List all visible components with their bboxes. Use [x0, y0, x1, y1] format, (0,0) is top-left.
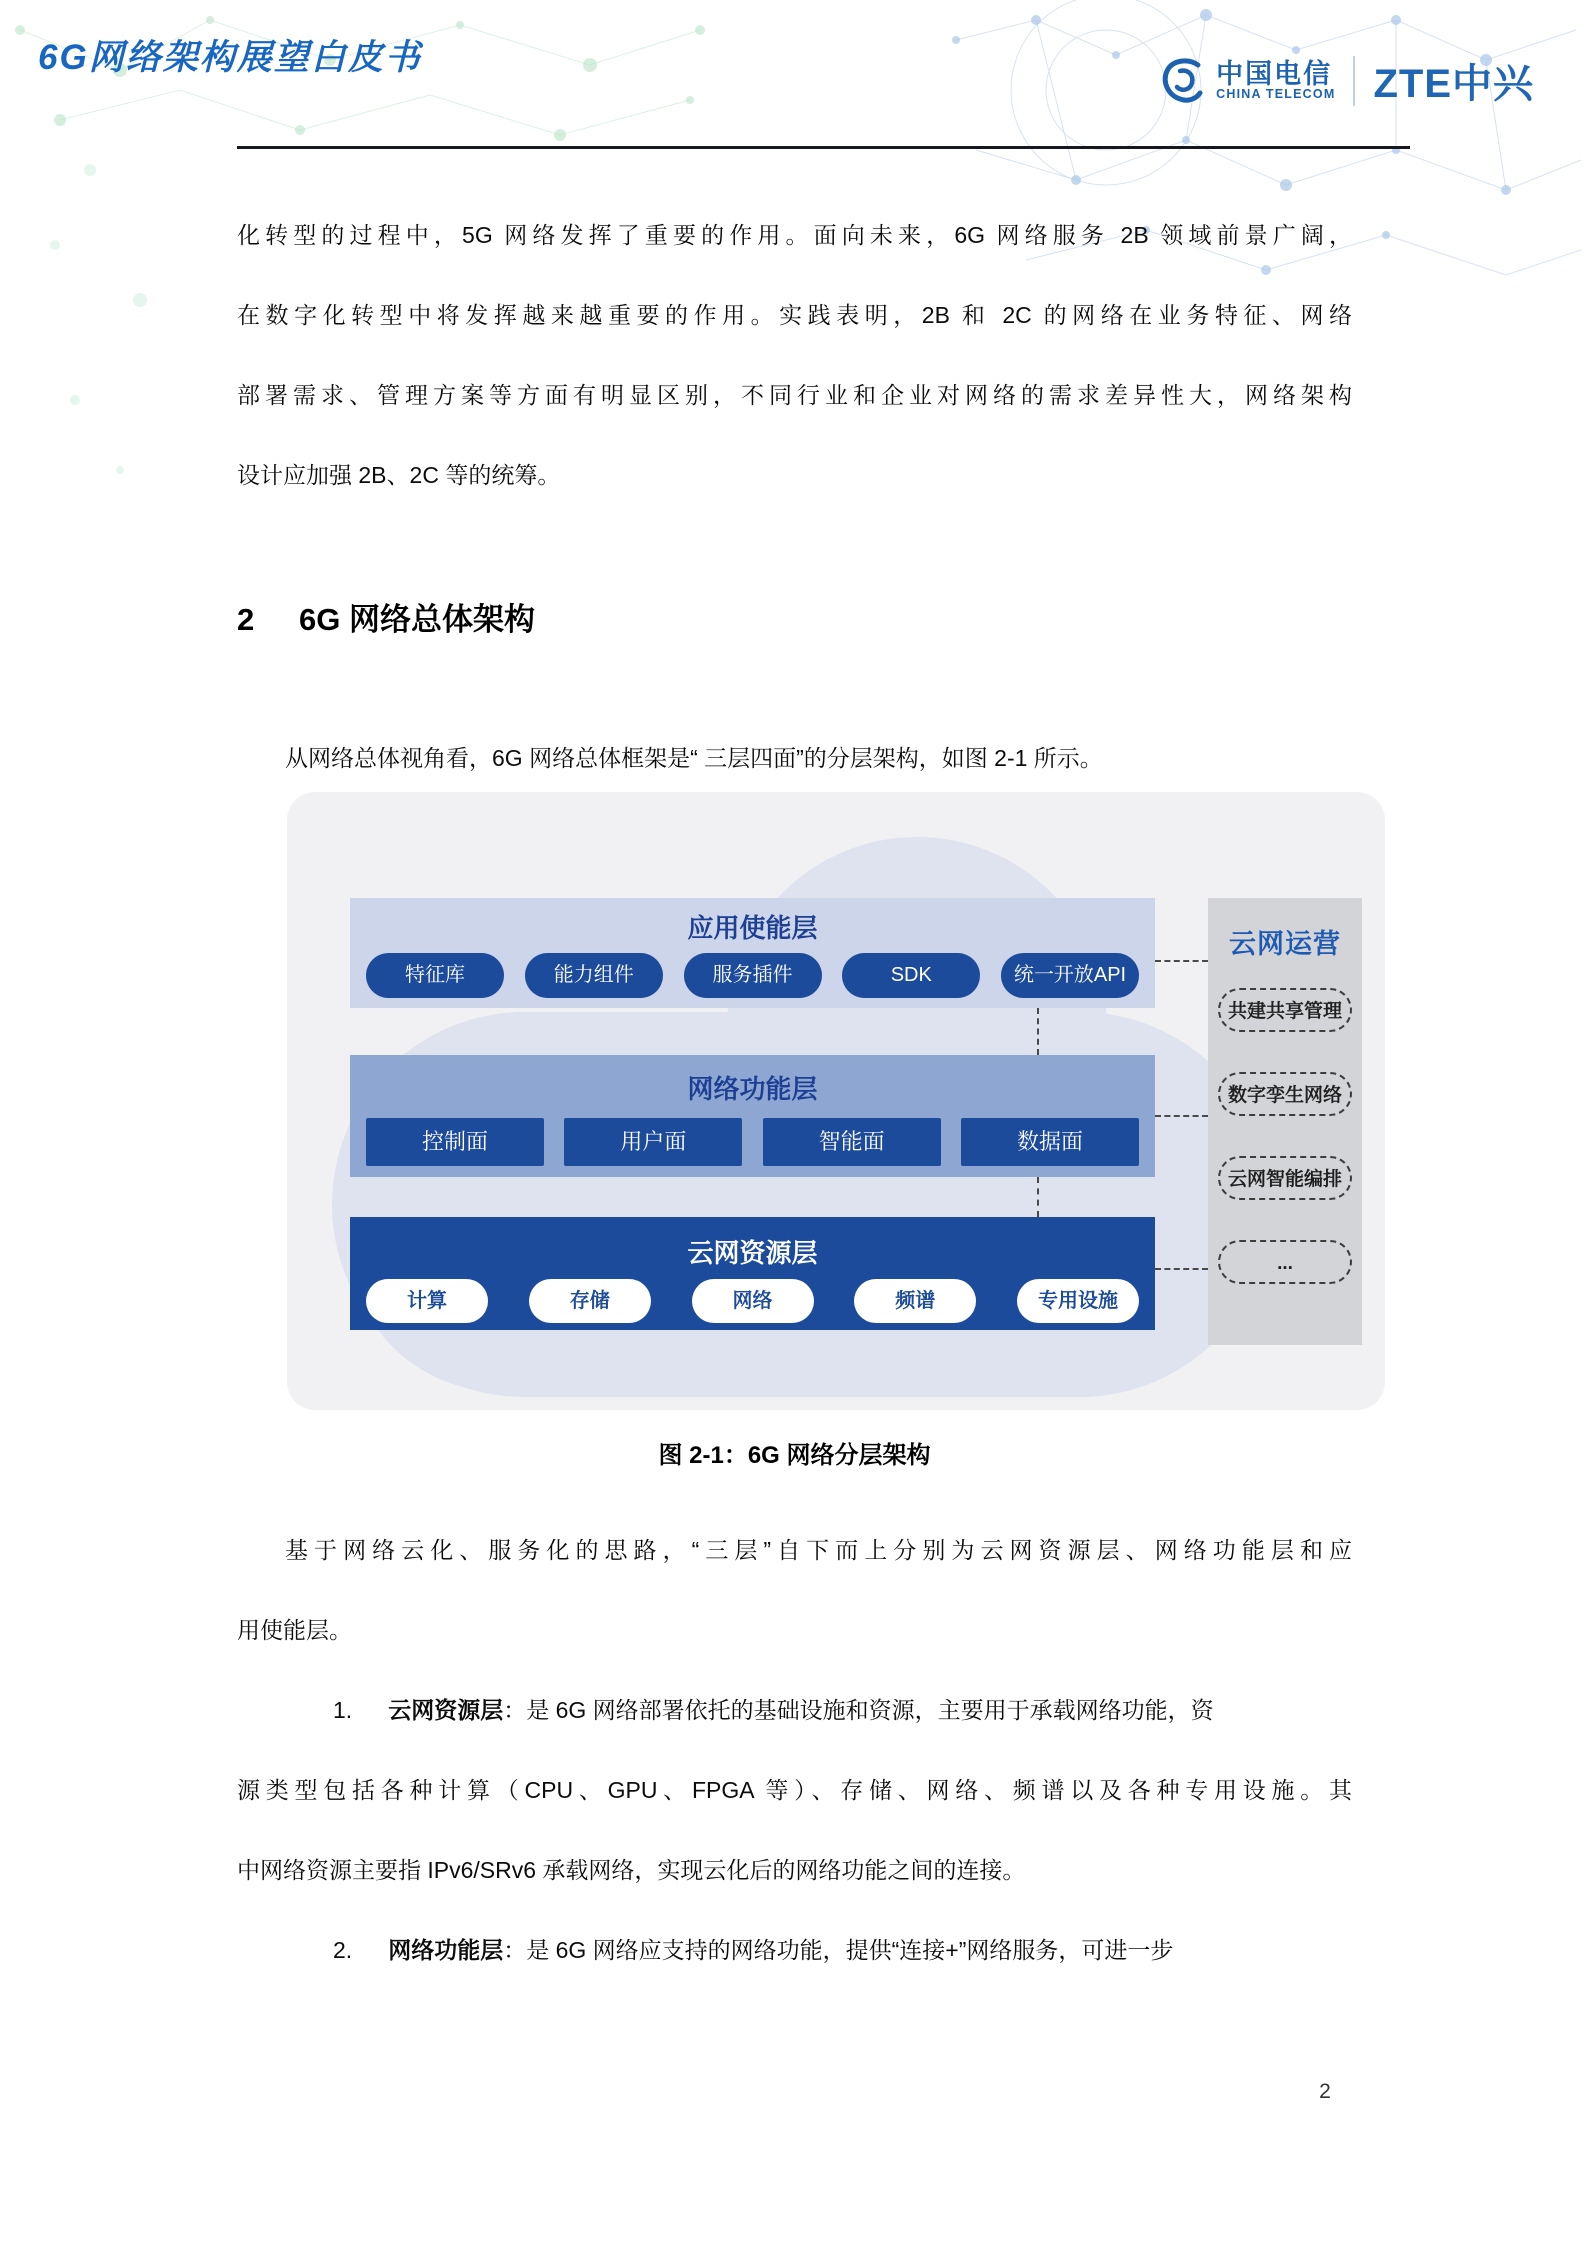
operations-item: 云网智能编排	[1218, 1156, 1352, 1200]
logo-divider	[1353, 56, 1355, 106]
vertical-connector	[1037, 1177, 1039, 1217]
china-telecom-wordmark	[1216, 60, 1335, 101]
zte-logo: ZTE中兴	[1373, 62, 1534, 106]
layer-item: 存储	[529, 1279, 651, 1323]
paragraph-line: 部署需求、管理方案等方面有明显区别，不同行业和企业对网络的需求差异性大，网络架构	[237, 382, 1352, 408]
layer-cloud-network-resource	[350, 1217, 1155, 1330]
layer-item: 智能面	[763, 1118, 941, 1166]
layer-item: 计算	[366, 1279, 488, 1323]
cloud-network-operations-panel	[1208, 898, 1362, 1345]
item-label: 网络功能层	[388, 1937, 504, 1963]
layer-title: 云网资源层	[687, 1238, 818, 1268]
list-item-1	[237, 1670, 1352, 1910]
operations-title: 云网运营	[1229, 929, 1341, 959]
layer-item: 控制面	[366, 1118, 544, 1166]
figure-intro-line: 从网络总体视角看，6G 网络总体框架是“ 三层四面”的分层架构，如图 2-1 所示。	[285, 745, 1103, 771]
horizontal-connector	[1155, 1115, 1208, 1117]
green-mesh-decoration	[0, 0, 780, 160]
paragraph-2	[237, 1510, 1352, 1670]
list-item-2	[237, 1910, 1352, 1990]
layer-title: 网络功能层	[687, 1074, 818, 1104]
operations-item: 共建共享管理	[1218, 988, 1352, 1032]
paragraph-line: 化转型的过程中，5G 网络发挥了重要的作用。面向未来，6G 网络服务 2B 领域前景广阔，	[237, 222, 1352, 248]
paragraph-line: 源类型包括各种计算（CPU、GPU、FPGA 等）、存储、网络、频谱以及各种专用设施。其	[237, 1777, 1352, 1803]
china-telecom-icon	[1160, 57, 1208, 105]
item-number: 1.	[333, 1697, 353, 1723]
paragraph-line: 用使能层。	[237, 1617, 352, 1643]
layer-item: 用户面	[564, 1118, 742, 1166]
logo-row	[1160, 52, 1534, 109]
layer-items-row	[350, 1279, 1155, 1323]
layer-title: 应用使能层	[687, 913, 818, 943]
paragraph-1	[237, 195, 1352, 515]
item-label: 云网资源层	[388, 1697, 504, 1723]
layer-items-row	[350, 1118, 1155, 1166]
section-heading	[237, 588, 1352, 652]
layer-application-enablement	[350, 898, 1155, 1008]
figure-2-1	[287, 792, 1385, 1410]
vertical-connector	[1037, 1008, 1039, 1055]
layer-items-row	[350, 953, 1155, 998]
paragraph-line: 基于网络云化、服务化的思路，“三层”自下而上分别为云网资源层、网络功能层和应	[285, 1537, 1352, 1563]
header-rule	[237, 146, 1410, 149]
paragraph-line	[237, 1670, 1352, 1750]
layer-item: 统一开放API	[1001, 953, 1139, 998]
layer-item: 服务插件	[684, 953, 822, 998]
paragraph-line: 在数字化转型中将发挥越来越重要的作用。实践表明，2B 和 2C 的网络在业务特征、网络	[237, 302, 1352, 328]
layer-item: 频谱	[854, 1279, 976, 1323]
layer-item: 能力组件	[525, 953, 663, 998]
horizontal-connector	[1155, 1268, 1208, 1270]
china-telecom-cn: 中国电信	[1216, 58, 1333, 89]
section-number: 2	[237, 602, 255, 637]
document-title: 6G网络架构展望白皮书	[38, 38, 422, 77]
item-text: ：是 6G 网络部署依托的基础设施和资源，主要用于承载网络功能，资	[503, 1697, 1214, 1723]
green-dots-decoration	[20, 150, 180, 490]
layer-item: 网络	[692, 1279, 814, 1323]
horizontal-connector	[1155, 960, 1208, 962]
section-title: 6G 网络总体架构	[299, 602, 535, 637]
item-text: ：是 6G 网络应支持的网络功能，提供“连接+”网络服务，可进一步	[503, 1937, 1174, 1963]
paragraph-line: 设计应加强 2B、2C 等的统筹。	[237, 462, 561, 488]
layer-item: 特征库	[366, 953, 504, 998]
operations-item: 数字孪生网络	[1218, 1072, 1352, 1116]
operations-item: ...	[1218, 1240, 1352, 1284]
china-telecom-en: CHINA TELECOM	[1216, 87, 1336, 102]
figure-caption: 图 2-1：6G 网络分层架构	[658, 1442, 931, 1469]
item-number: 2.	[333, 1937, 353, 1963]
layer-item: 专用设施	[1017, 1279, 1139, 1323]
china-telecom-logo	[1160, 57, 1335, 105]
layer-item: 数据面	[961, 1118, 1139, 1166]
layer-network-function	[350, 1055, 1155, 1177]
paragraph-line: 中网络资源主要指 IPv6/SRv6 承载网络，实现云化后的网络功能之间的连接。	[237, 1857, 1026, 1883]
page-number: 2	[1319, 2080, 1331, 2103]
paragraph-line	[237, 1910, 1352, 1990]
layer-item: SDK	[842, 953, 980, 998]
